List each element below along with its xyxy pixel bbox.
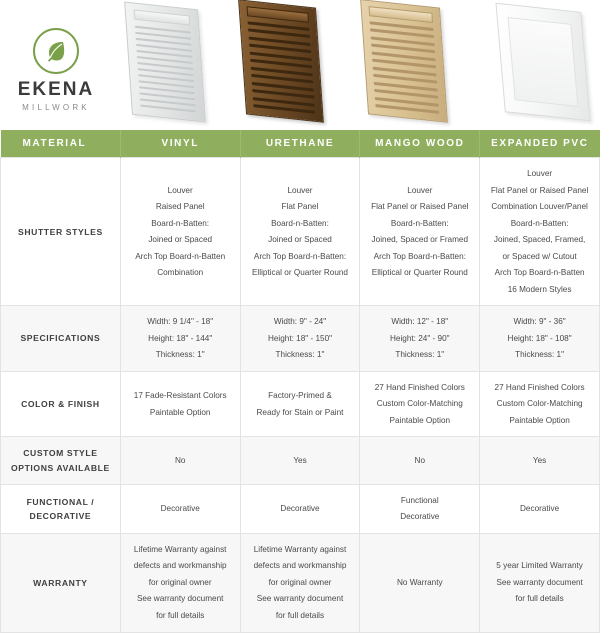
cell-line: Height: 24" - 90" — [390, 333, 450, 343]
cell-line: Height: 18" - 144" — [148, 333, 213, 343]
cell-line: Decorative — [280, 504, 320, 514]
cell-line: Ready for Stain or Paint — [256, 407, 344, 417]
cell-line: for full details — [156, 610, 205, 620]
cell-line: Paintable Option — [149, 407, 211, 417]
cell-line: Decorative — [160, 504, 200, 514]
table-cell — [360, 484, 480, 533]
column-header-expanded-pvc: EXPANDED PVC — [480, 130, 600, 158]
row-label: SHUTTER STYLES — [1, 158, 121, 306]
table-cell — [240, 437, 360, 484]
cell-line: Raised Panel — [155, 202, 205, 212]
cell-line: Custom Color-Matching — [376, 399, 463, 409]
cell-line: Board-n-Batten: — [510, 218, 569, 228]
cell-line: Elliptical or Quarter Round — [251, 268, 348, 278]
cell-line: 27 Hand Finished Colors — [374, 382, 465, 392]
table-cell — [120, 533, 240, 632]
table-cell — [360, 306, 480, 372]
product-image-strip — [0, 0, 600, 130]
cell-line: Paintable Option — [389, 415, 451, 425]
cell-line: Board-n-Batten: — [271, 218, 329, 228]
table-cell — [120, 371, 240, 437]
cell-line: for original owner — [148, 577, 212, 587]
leaf-icon — [33, 28, 79, 74]
cell-line: Lifetime Warranty against — [253, 544, 347, 554]
cell-line: Arch Top Board-n-Batten: — [373, 251, 466, 261]
cell-line: Arch Top Board-n-Batten — [494, 268, 585, 278]
cell-line: Decorative — [520, 504, 560, 514]
cell-line: No — [174, 455, 186, 465]
cell-line: Louver — [167, 185, 193, 195]
cell-line: Yes — [293, 455, 307, 465]
table-row — [1, 484, 600, 533]
cell-line: See warranty document — [136, 594, 224, 604]
cell-line: Joined or Spaced — [148, 235, 213, 245]
cell-line: 17 Fade-Resistant Colors — [133, 391, 227, 401]
brand-logo — [0, 0, 112, 130]
cell-line: Yes — [532, 455, 547, 465]
table-row — [1, 533, 600, 632]
cell-line: Thickness: 1" — [395, 350, 445, 360]
cell-line: Louver — [287, 185, 313, 195]
cell-line: Louver — [527, 169, 553, 178]
cell-line: Louver — [407, 185, 433, 195]
cell-line: Factory-Primed & — [268, 391, 332, 401]
table-cell — [480, 371, 600, 437]
table-cell — [360, 371, 480, 437]
cell-line: Decorative — [400, 512, 440, 522]
table-cell — [480, 306, 600, 372]
cell-line: Combination Louver/Panel — [491, 202, 588, 212]
cell-line: No Warranty — [396, 577, 443, 587]
cell-line: 5 year Limited Warranty — [496, 561, 583, 571]
cell-line: Width: 9" - 36" — [513, 317, 566, 327]
column-header-urethane: URETHANE — [240, 130, 360, 158]
table-row — [1, 306, 600, 372]
table-cell — [120, 158, 240, 306]
cell-line: Thickness: 1" — [155, 350, 205, 360]
table-row — [1, 158, 600, 306]
product-images — [112, 0, 600, 130]
cell-line: defects and workmanship — [253, 561, 347, 571]
cell-line: Flat Panel or Raised Panel — [490, 185, 589, 195]
cell-line: 27 Hand Finished Colors — [494, 382, 585, 392]
cell-line: for full details — [515, 594, 564, 604]
row-label: FUNCTIONAL / DECORATIVE — [1, 484, 121, 533]
row-label: COLOR & FINISH — [1, 371, 121, 437]
cell-line: Arch Top Board-n-Batten: — [253, 251, 347, 261]
cell-line: Board-n-Batten: — [390, 218, 449, 228]
row-label: WARRANTY — [1, 533, 121, 632]
cell-line: Flat Panel — [281, 202, 319, 212]
table-cell — [480, 484, 600, 533]
table-row — [1, 371, 600, 437]
cell-line: Width: 12" - 18" — [391, 317, 449, 327]
cell-line: Joined, Spaced, Framed, — [493, 235, 586, 245]
table-cell — [480, 158, 600, 306]
table-cell — [240, 371, 360, 437]
cell-line: or Spaced w/ Cutout — [502, 251, 577, 261]
cell-line: Combination — [157, 268, 204, 278]
table-cell — [120, 437, 240, 484]
expanded-pvc-shutter-image — [480, 4, 610, 124]
material-comparison-table — [0, 130, 600, 633]
cell-line: for original owner — [268, 577, 332, 587]
cell-line: Functional — [400, 495, 439, 505]
table-cell — [360, 158, 480, 306]
table-row — [1, 437, 600, 484]
cell-line: 16 Modern Styles — [507, 284, 572, 294]
cell-line: Height: 18" - 150" — [267, 333, 333, 343]
cell-line: defects and workmanship — [133, 561, 227, 571]
cell-line: Height: 18" - 108" — [507, 333, 572, 343]
table-body — [1, 158, 600, 633]
cell-line: Flat Panel or Raised Panel — [371, 202, 469, 212]
table-cell — [120, 484, 240, 533]
cell-line: Elliptical or Quarter Round — [371, 268, 468, 278]
table-cell — [480, 533, 600, 632]
table-cell — [240, 484, 360, 533]
cell-line: See warranty document — [256, 594, 344, 604]
cell-line: Joined or Spaced — [268, 235, 332, 245]
column-header-vinyl: VINYL — [120, 130, 240, 158]
cell-line: Lifetime Warranty against — [133, 544, 227, 554]
cell-line: See warranty document — [496, 577, 583, 587]
cell-line: Thickness: 1" — [275, 350, 325, 360]
cell-line: Board-n-Batten: — [151, 218, 210, 228]
cell-line: Width: 9" - 24" — [273, 317, 327, 327]
column-header-material: MATERIAL — [1, 130, 121, 158]
table-cell — [480, 437, 600, 484]
cell-line: for full details — [275, 610, 325, 620]
cell-line: Custom Color-Matching — [496, 399, 583, 409]
cell-line: Width: 9 1/4" - 18" — [147, 317, 214, 327]
cell-line: Joined, Spaced or Framed — [371, 235, 469, 245]
brand-name: EKENA — [17, 78, 95, 100]
column-header-mango-wood: MANGO WOOD — [360, 130, 480, 158]
table-cell — [120, 306, 240, 372]
cell-line: Arch Top Board-n-Batten — [135, 251, 226, 261]
urethane-shutter-image — [234, 4, 352, 124]
table-cell — [360, 533, 480, 632]
mango-wood-shutter-image — [356, 4, 474, 124]
table-cell — [360, 437, 480, 484]
table-cell — [240, 533, 360, 632]
table-cell — [240, 158, 360, 306]
cell-line: No — [414, 455, 426, 465]
table-header-row — [1, 130, 600, 158]
row-label: SPECIFICATIONS — [1, 306, 121, 372]
row-label: CUSTOM STYLE OPTIONS AVAILABLE — [1, 437, 121, 484]
table-cell — [240, 306, 360, 372]
cell-line: Thickness: 1" — [515, 350, 565, 360]
cell-line: Paintable Option — [509, 415, 570, 425]
brand-subtitle: MILLWORK — [22, 103, 90, 113]
vinyl-louver-shutter-image — [122, 4, 234, 122]
